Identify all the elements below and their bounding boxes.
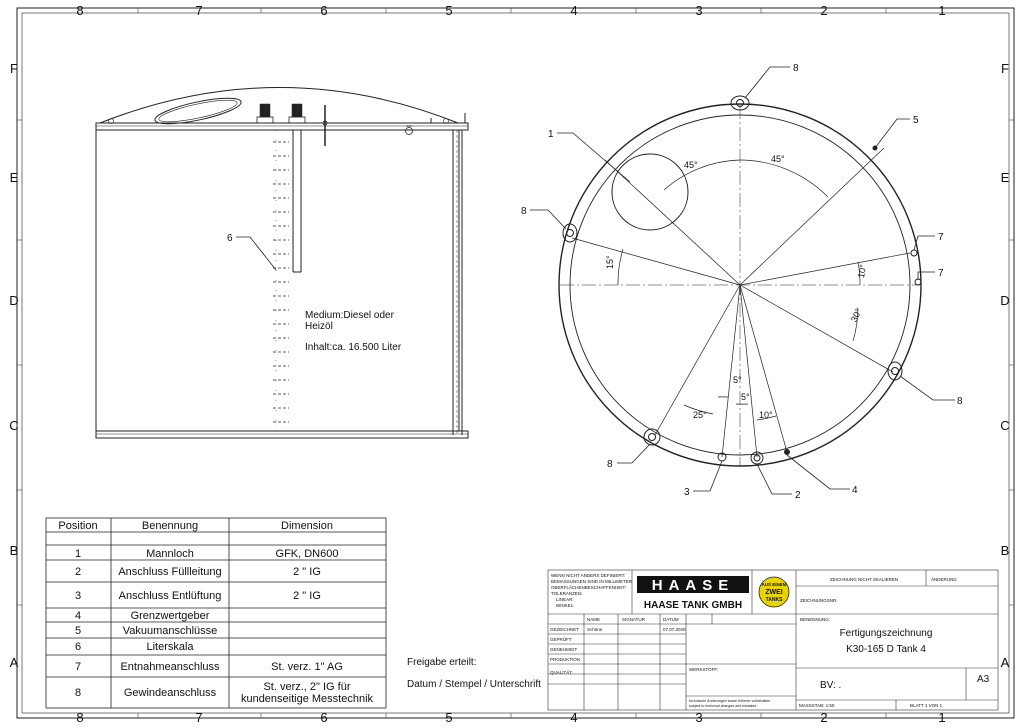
- fitting-2: [292, 104, 302, 117]
- row-1-pos: 1: [74, 548, 82, 560]
- angle-label: 30°: [848, 306, 864, 324]
- row-1-name: Mannloch: [146, 548, 194, 560]
- callout-2: 2: [795, 490, 801, 501]
- row-5-name: Vakuumanschlüsse: [122, 625, 218, 637]
- row-6-pos: 6: [74, 641, 82, 653]
- row-5-pos: 5: [74, 625, 82, 637]
- drawing-title-1: Fertigungszeichnung: [839, 628, 933, 639]
- col-label-bottom: 1: [938, 710, 946, 725]
- tech-note-1: technische Änderungen sowie Irrtümer vorbehalten: [689, 699, 771, 703]
- angle-label: 10°: [856, 263, 869, 279]
- paper-size: A3: [977, 674, 990, 685]
- row-label-left: C: [9, 418, 19, 433]
- badge-line-3: TANKS: [765, 597, 783, 603]
- row-1-dim: GFK, DN600: [275, 548, 339, 560]
- tank-top-view: [530, 67, 955, 494]
- boss-8-left: [563, 224, 577, 242]
- angle-label: 10°: [759, 410, 773, 420]
- row-4-name: Grenzwertgeber: [130, 610, 210, 622]
- col-label-bottom: 2: [820, 710, 828, 725]
- row-label-left: E: [9, 170, 19, 185]
- row-2-pos: 2: [74, 566, 82, 578]
- note-line-4: TOLERANZEN:: [551, 591, 583, 596]
- row-label-right: A: [1000, 655, 1010, 670]
- row-label-left: D: [9, 293, 19, 308]
- col-label-bottom: 5: [445, 710, 453, 725]
- row-3-dim: 2 " IG: [293, 590, 321, 602]
- col-label-top: 8: [76, 3, 84, 18]
- angle-label: 45°: [684, 160, 698, 170]
- liter-scale: [273, 142, 289, 422]
- row-3-name: Anschluss Entlüftung: [118, 590, 222, 602]
- col-label-bottom: 7: [195, 710, 203, 725]
- row-4-pos: 4: [74, 610, 82, 622]
- callout-leaders: [530, 67, 955, 494]
- note-line-6: WINKEL:: [556, 603, 575, 608]
- row-2-name: Anschluss Füllleitung: [118, 566, 222, 578]
- row-2-dim: 2 " IG: [293, 566, 321, 578]
- drawn-name: Schöne: [587, 627, 603, 632]
- row-quality: QUALITÄT: [550, 670, 573, 675]
- row-7-pos: 7: [74, 661, 82, 673]
- haase-logo: [637, 576, 749, 611]
- col-label-top: 1: [938, 3, 946, 18]
- medium-label-2: Heizöl: [305, 321, 333, 332]
- col-label-bottom: 8: [76, 710, 84, 725]
- col-signature: SIGNATUR: [622, 617, 645, 622]
- callout-1: 1: [548, 129, 554, 140]
- material-label: WERKSTOFF:: [689, 667, 719, 672]
- change-label: ÄNDERUNG: [931, 577, 957, 582]
- col-label-top: 5: [445, 3, 453, 18]
- row-8-name: Gewindeanschluss: [123, 687, 217, 699]
- callout-5: 5: [913, 115, 919, 126]
- col-label-bottom: 6: [320, 710, 328, 725]
- logo-text: HAASE: [651, 577, 735, 594]
- medium-label: Medium:Diesel oder: [305, 310, 394, 321]
- row-8-pos: 8: [74, 687, 82, 699]
- row-label-right: E: [1000, 170, 1010, 185]
- release-line-2: Datum / Stempel / Unterschrift: [407, 679, 541, 690]
- side-view-texts: [227, 233, 402, 353]
- manhole-ellipse: [153, 93, 243, 129]
- col-label-bottom: 4: [570, 710, 578, 725]
- angle-label: 25°: [693, 410, 707, 420]
- angle-label: 15°: [605, 255, 615, 269]
- row-label-left: A: [9, 655, 19, 670]
- callout-8-left: 8: [521, 206, 527, 217]
- row-label-left: B: [9, 543, 19, 558]
- tank-side-view: [96, 88, 468, 439]
- note-line-2: BEMASSUNGEN SIND IN MILLIMETER: [551, 579, 633, 584]
- row-label-right: D: [1000, 293, 1010, 308]
- release-block: [407, 657, 541, 690]
- col-label-bottom: 3: [695, 710, 703, 725]
- port-4: [785, 450, 790, 455]
- row-label-right: B: [1000, 543, 1010, 558]
- row-8-dim-2: kundenseitige Messtechnik: [240, 693, 374, 705]
- drawing-number-label: ZEICHNUNGSNR.: [800, 598, 838, 603]
- callout-7b: 7: [938, 268, 944, 279]
- note-line-5: LINEAR:: [556, 597, 574, 602]
- badge-line-2: ZWEI: [765, 589, 783, 596]
- col-label-top: 6: [320, 3, 328, 18]
- col-label-top: 2: [820, 3, 828, 18]
- angle-labels: [605, 154, 868, 420]
- angle-label: 5°: [733, 375, 742, 385]
- callout-8-bottom: 8: [607, 459, 613, 470]
- manhole-circle: [612, 154, 688, 230]
- row-label-right: C: [1000, 418, 1010, 433]
- drawn-date: 07.07.2020: [663, 627, 686, 632]
- col-date: DATUM: [663, 617, 679, 622]
- badge-line-1: AUS EINEM: [761, 582, 787, 587]
- note-line-3: OBERFLÄCHENBESCHAFFENHEIT:: [551, 585, 627, 590]
- angle-label: 45°: [771, 154, 785, 164]
- callout-6: 6: [227, 233, 233, 244]
- row-label-left: F: [10, 61, 18, 76]
- row-label-right: F: [1001, 61, 1009, 76]
- row-8-dim: St. verz., 2" IG für: [263, 681, 351, 693]
- parts-table: [46, 518, 386, 708]
- row-7-name: Entnahmeanschluss: [120, 661, 220, 673]
- col-label-top: 4: [570, 3, 578, 18]
- angle-label: 5°: [741, 392, 750, 402]
- row-3-pos: 3: [74, 590, 82, 602]
- row-checked: GEPRÜFT: [550, 637, 572, 642]
- row-approved: GENEHMIGT: [550, 647, 578, 652]
- bv-label: BV: .: [820, 680, 842, 691]
- callout-8-right: 8: [957, 396, 963, 407]
- table-header-name: Benennung: [141, 520, 199, 532]
- callout-3: 3: [684, 487, 690, 498]
- note-line-1: WENN NICHT ANDERS DEFINIERT:: [551, 573, 626, 578]
- row-6-name: Literskala: [146, 641, 194, 653]
- tech-note-2: subject to technical changes and mistakes: [689, 704, 757, 708]
- col-label-top: 3: [695, 3, 703, 18]
- designation-label: BENENNUNG:: [800, 617, 831, 622]
- table-header-dimension: Dimension: [281, 520, 333, 532]
- callout-7a: 7: [938, 232, 944, 243]
- callout-4: 4: [852, 485, 858, 496]
- drawing-title-2: K30-165 D Tank 4: [846, 644, 926, 655]
- tank-badge: [759, 577, 789, 607]
- do-not-scale: ZEICHNUNG NICHT SKALIEREN: [830, 577, 899, 582]
- callout-6-leader: [236, 237, 276, 270]
- company-name: HAASE TANK GMBH: [643, 600, 743, 611]
- col-label-top: 7: [195, 3, 203, 18]
- col-name: NAME: [587, 617, 601, 622]
- release-line-1: Freigabe erteilt:: [407, 657, 477, 668]
- top-view-callouts: [521, 63, 963, 501]
- row-7-dim: St. verz. 1" AG: [271, 661, 343, 673]
- row-drawn: GEZEICHNET: [550, 627, 580, 632]
- table-header-position: Position: [58, 520, 98, 532]
- row-production: PRODUKTION: [550, 657, 581, 662]
- scale-label: MASSSTAB: 1:50: [799, 703, 835, 708]
- tank-dome: [100, 88, 458, 124]
- fitting-1: [260, 104, 270, 117]
- content-label: Inhalt:ca. 16.500 Liter: [305, 342, 402, 353]
- sheet-label: BLATT 1 VON 1: [910, 703, 943, 708]
- tank-bottom-rim: [96, 431, 468, 438]
- callout-8-top: 8: [793, 63, 799, 74]
- port-7a: [911, 250, 917, 256]
